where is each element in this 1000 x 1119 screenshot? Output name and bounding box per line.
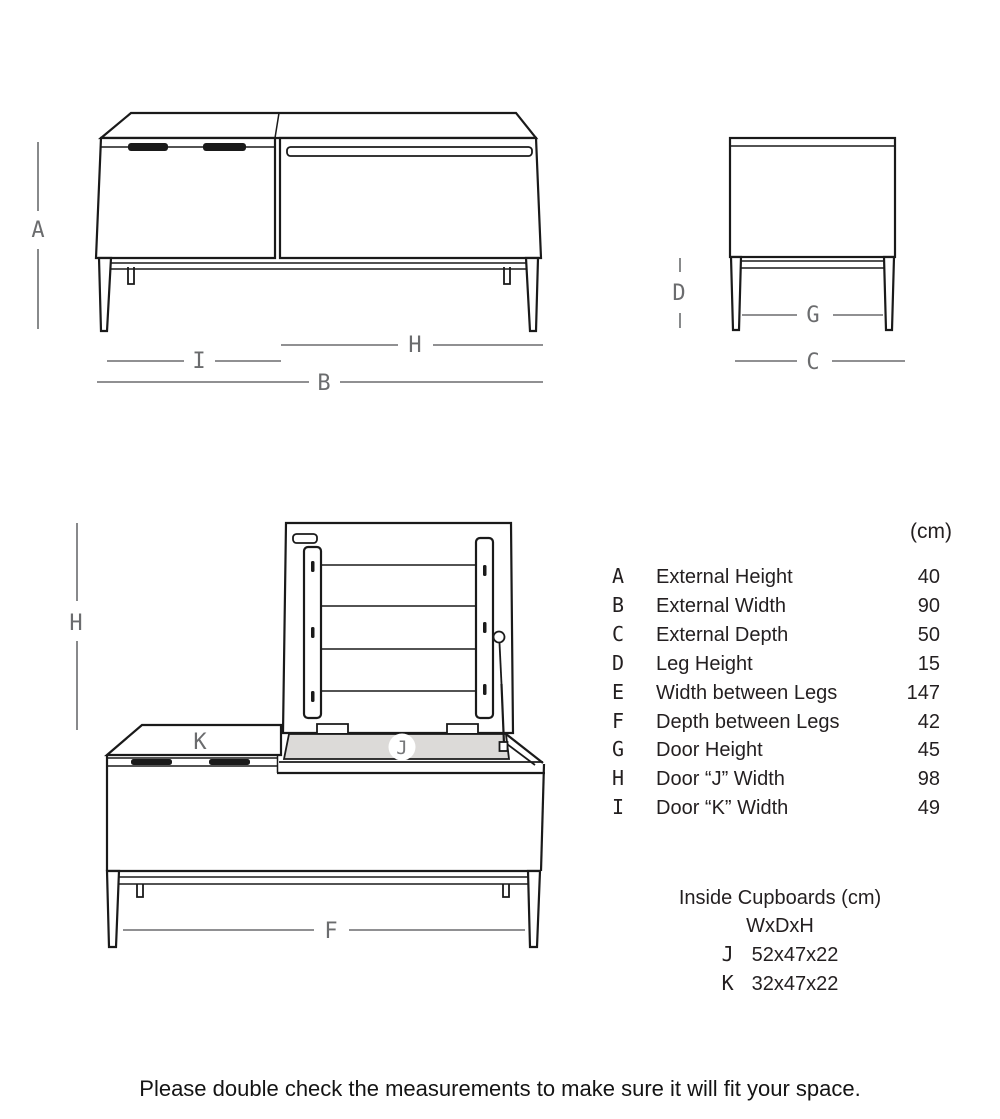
cupboards-dims-header: WxDxH [746, 915, 814, 937]
measurement-rows [612, 563, 952, 823]
side-view-dimensions [672, 258, 905, 375]
dim-label-i: I [192, 349, 206, 374]
gas-strut-foot [500, 742, 508, 751]
cupboard-row [615, 940, 945, 969]
row-label: Leg Height [656, 652, 753, 675]
batten-slot-6 [483, 684, 487, 695]
table-row [612, 679, 952, 708]
row-letter: F [612, 708, 625, 733]
front-right-leg [526, 258, 538, 331]
batten-slot-3 [311, 691, 315, 702]
front-handle-slot-1 [128, 143, 168, 151]
cupboard-letter: J [721, 942, 734, 966]
inside-cupboards-block [615, 884, 945, 998]
open-handle-slot-2 [209, 759, 250, 765]
row-value: 50 [917, 623, 940, 646]
table-row [612, 650, 952, 679]
cupboard-j-label: J [396, 737, 408, 759]
table-row [612, 592, 952, 621]
dim-label-b: B [317, 371, 331, 396]
measurement-disclaimer: Please double check the measurements to make sure it will fit your space. [139, 1076, 861, 1101]
unit-header: (cm) [910, 520, 952, 543]
cupboard-row [615, 969, 945, 998]
row-value: 45 [917, 739, 940, 762]
cupboard-dimensions: 52x47x22 [751, 944, 839, 966]
front-handle-slot-2 [203, 143, 246, 151]
row-letter: C [612, 621, 625, 646]
dim-label-g: G [806, 303, 820, 328]
dim-label-h: H [408, 333, 422, 358]
row-value: 49 [917, 797, 940, 820]
open-handle-slot-1 [131, 759, 172, 765]
batten-slot-1 [311, 561, 315, 572]
dim-label-a: A [31, 218, 45, 243]
row-value: 42 [917, 710, 940, 733]
front-right-groove [287, 147, 532, 156]
side-body [730, 138, 895, 257]
gas-strut-rod [500, 643, 502, 684]
row-label: Door “J” Width [656, 768, 785, 791]
row-value: 40 [917, 566, 940, 588]
dim-label-d: D [672, 281, 686, 306]
table-row [612, 621, 952, 650]
open-front-right-edge [541, 764, 544, 871]
row-letter: E [612, 679, 625, 704]
front-left-leg [99, 258, 111, 331]
dim-label-c: C [806, 350, 820, 375]
row-label: Width between Legs [656, 681, 838, 704]
batten-slot-4 [483, 565, 487, 576]
dim-label-f: F [324, 919, 338, 944]
measurement-table [612, 520, 952, 823]
row-label: External Height [656, 566, 793, 588]
dim-label-h2: H [69, 611, 83, 636]
batten-slot-2 [311, 627, 315, 638]
table-row [612, 563, 952, 592]
open-left-leg [107, 871, 119, 947]
row-label: Door “K” Width [656, 797, 789, 820]
cupboards-title: Inside Cupboards (cm) [678, 887, 882, 909]
open-view-drawing [107, 523, 545, 947]
row-label: External Width [656, 594, 787, 617]
row-label: External Depth [656, 623, 789, 646]
row-label: Depth between Legs [656, 710, 840, 733]
row-value: 15 [917, 652, 940, 675]
front-top-face [101, 113, 536, 138]
row-letter: I [612, 795, 625, 820]
cupboard-dimensions: 32x47x22 [751, 973, 839, 995]
side-left-leg [731, 257, 741, 330]
open-lid-handle-slot [293, 534, 317, 543]
cupboard-letter: K [721, 971, 734, 995]
open-right-back-leg [503, 884, 509, 897]
row-letter: G [612, 737, 625, 762]
open-right-leg [528, 871, 540, 947]
row-letter: A [612, 564, 625, 588]
open-left-back-leg [137, 884, 143, 897]
table-row [612, 708, 952, 737]
table-row [612, 765, 952, 794]
front-left-door [96, 138, 275, 258]
batten-slot-5 [483, 622, 487, 633]
gas-strut-ball [494, 632, 505, 643]
front-view-drawing [96, 113, 541, 331]
lid-hinge-left [317, 724, 348, 733]
row-label: Door Height [656, 739, 763, 762]
table-row [612, 736, 952, 765]
row-value: 90 [917, 594, 940, 617]
lid-hinge-right [447, 724, 478, 733]
row-letter: B [612, 592, 625, 617]
row-value: 98 [917, 768, 940, 791]
cupboard-k-label: K [193, 730, 207, 755]
side-view-drawing [730, 138, 895, 330]
table-row [612, 794, 952, 823]
row-letter: H [612, 766, 625, 791]
side-right-leg [884, 257, 894, 330]
row-value: 147 [906, 681, 940, 704]
row-letter: D [612, 650, 625, 675]
